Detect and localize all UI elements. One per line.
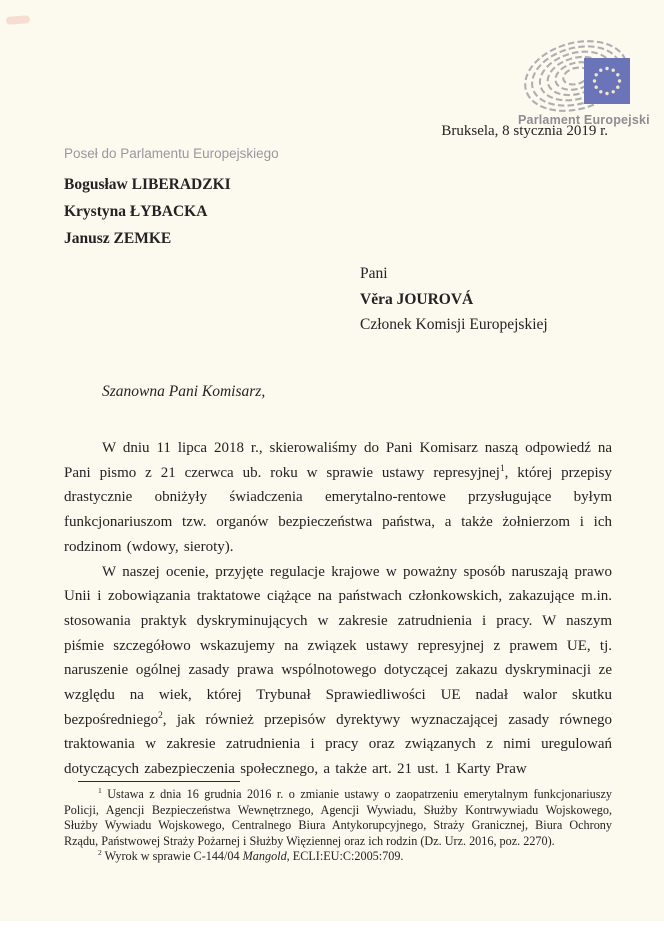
hemicycle-icon [518,40,644,112]
date-line: Bruksela, 8 stycznia 2019 r. [441,123,608,139]
recipient-title: Członek Komisji Europejskiej [360,316,548,333]
eu-flag-icon [584,58,630,104]
letter-body [64,436,612,782]
footnote-1: $^1$ Ustawa z dnia 16 grudnia 2016 r. o zmianie ustawy o zaopatrzeniu emerytalnym funkcjonariuszy Policji, Agencji Bezpieczeństwa Wewnętrznego, Agencji Wywiadu, Służby Kontrwywiadu Wojskowego, Służby Wywiadu Wojskowego, Centralnego Biura Antykorupcyjnego, Straży Granicznej, Biura Ochrony Rządu, Państwowej Straży Pożarnej i Służby Więziennej oraz ich rodzin (Dz. Urz. 2016, poz. 2270). [64,785,612,848]
letter-greeting: Szanowna Pani Komisarz, [102,383,266,400]
sender-name: Krystyna ŁYBACKA [64,203,208,220]
sender-name: Bogusław LIBERADZKI [64,176,231,193]
body-paragraph-2: W naszej ocenie, przyjęte regulacje krajowe w poważny sposób naruszają prawo Unii i zobowiązania traktatowe ciążące na państwach członkowskich, zakazujące m.in. stosowania praktyk dyskryminujących w zakresie zatrudnienia i pracy. W naszym piśmie szczegółowo wskazujemy na związek ustawy represyjnej z prawem UE, tj. naruszenie ogólnej zasady prawa wspólnotowego dotyczącej zakazu dyskryminacji ze względu na wiek, której Trybunał Sprawiedliwości UE nadał walor skutku bezpośredniego$^2$, jak również przepisów dyrektywy wyznaczającej zasady równego traktowania w zakresie zatrudnienia i pracy oraz związanych z nimi uregulowań dotyczących zabezpieczenia społecznego, a także art. 21 ust. 1 Karty Praw [64,563,612,778]
logo-label: Parlament Europejski [518,113,650,127]
footnotes [64,787,612,865]
recipient-block [360,261,548,338]
sender-names [64,171,231,252]
footnote-2: $^2$ Wyrok w sprawie C-144/04 Mangold, ECLI:EU:C:2005:709. [98,848,404,864]
recipient-name: Věra JOUROVÁ [360,290,474,308]
footnote-separator [78,781,240,782]
sender-name: Janusz ZEMKE [64,230,172,247]
sender-role: Poseł do Parlamentu Europejskiego [64,146,279,161]
ep-logo [518,40,650,127]
body-paragraph-1: W dniu 11 lipca 2018 r., skierowaliśmy do Pani Komisarz naszą odpowiedź na Pani pismo z 21 czerwca ub. roku w sprawie ustawy represyjnej$^1$, której przepisy drastycznie obniżyły świadczenia emerytalno-rentowe przysługujące byłym funkcjonariuszom tzw. organów bezpieczeństwa państwa, a także żołnierzom i ich rodzinom (wdowy, sieroty). [64,440,612,555]
scan-smudge [6,15,30,25]
recipient-salutation: Pani [360,265,388,282]
